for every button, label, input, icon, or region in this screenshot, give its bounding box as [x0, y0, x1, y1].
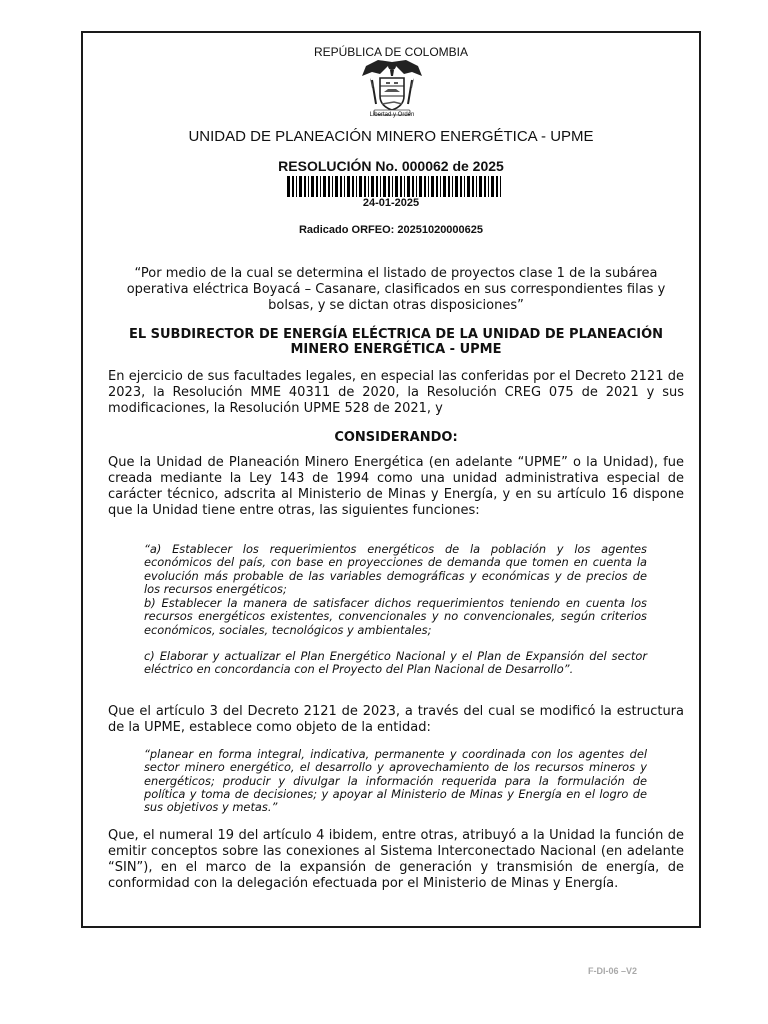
barcode	[287, 176, 503, 197]
quote-item-c: c) Elaborar y actualizar el Plan Energético Nacional y el Plan de Expansión del sector eléctrico en concordancia con el Proyecto del Plan Nacional de Desarrollo”.	[144, 649, 647, 677]
preamble-paragraph: En ejercicio de sus facultades legales, en especial las conferidas por el Decreto 2121 de 2023, la Resolución MME 40311 de 2020, la Resolución CREG 075 de 2021 y sus modificaciones, la Resolución UPME 528 de 2021, y	[108, 369, 684, 416]
paragraph-1: Que la Unidad de Planeación Minero Energética (en adelante “UPME” o la Unidad), fue creada mediante la Ley 143 de 1994 como una unidad administrativa especial de carácter técnico, adscrita al Ministerio de Minas y Energía, y en su artículo 16 dispone que la Unidad tiene entre otras, las siguientes funciones:	[108, 455, 684, 518]
quote-item-b: b) Establecer la manera de satisfacer dichos requerimientos teniendo en cuenta los recursos energéticos existentes, convencionales y no convencionales, según criterios económicos, sociales, tecnológicos y ambientales;	[144, 596, 647, 637]
resolution-date: 24-01-2025	[362, 197, 420, 209]
quote-item-a: “a) Establecer los requerimientos energéticos de la población y los agentes económicos del país, con base en proyecciones de demanda que tomen en cuenta la evolución más probable de las variables demográficas y económicas y de precios de los recursos energéticos;	[144, 542, 647, 596]
quote-objective: “planear en forma integral, indicativa, permanente y coordinada con los agentes del sector minero energético, el desarrollo y aprovechamiento de los recursos mineros y energéticos; producir y divulgar la información requerida para la formulación de política y toma de decisiones; y apoyar al Ministerio de Minas y Energía en el logro de sus objetivos y metas.”	[144, 747, 647, 815]
resolution-number: RESOLUCIÓN No. 000062 de 2025	[278, 158, 504, 174]
crest-motto: Libertad y Orden	[369, 112, 415, 118]
form-code: F-DI-06 –V2	[588, 966, 638, 976]
country-heading: REPÚBLICA DE COLOMBIA	[313, 45, 469, 59]
radicado-number: Radicado ORFEO: 20251020000625	[298, 224, 484, 236]
paragraph-2: Que el artículo 3 del Decreto 2121 de 2023, a través del cual se modificó la estructura de la UPME, establece como objeto de la entidad:	[108, 704, 684, 735]
issuer-heading: EL SUBDIRECTOR DE ENERGÍA ELÉCTRICA DE LA UNIDAD DE PLANEACIÓN MINERO ENERGÉTICA - UPME	[128, 327, 664, 357]
unit-name: UNIDAD DE PLANEACIÓN MINERO ENERGÉTICA - UPME	[188, 128, 594, 145]
considering-heading: CONSIDERANDO:	[334, 430, 458, 445]
resolution-epigraph: “Por medio de la cual se determina el listado de proyectos clase 1 de la subárea operativa eléctrica Boyacá – Casanare, clasificados en sus correspondientes filas y bolsas, y se dictan otras disposiciones”	[126, 266, 666, 313]
paragraph-3: Que, el numeral 19 del artículo 4 ibidem, entre otras, atribuyó a la Unidad la función de emitir conceptos sobre las conexiones al Sistema Interconectado Nacional (en adelante “SIN”), en el marco de la expansión de generación y transmisión de energía, de conformidad con la delegación efectuada por el Ministerio de Minas y Energía.	[108, 828, 684, 891]
